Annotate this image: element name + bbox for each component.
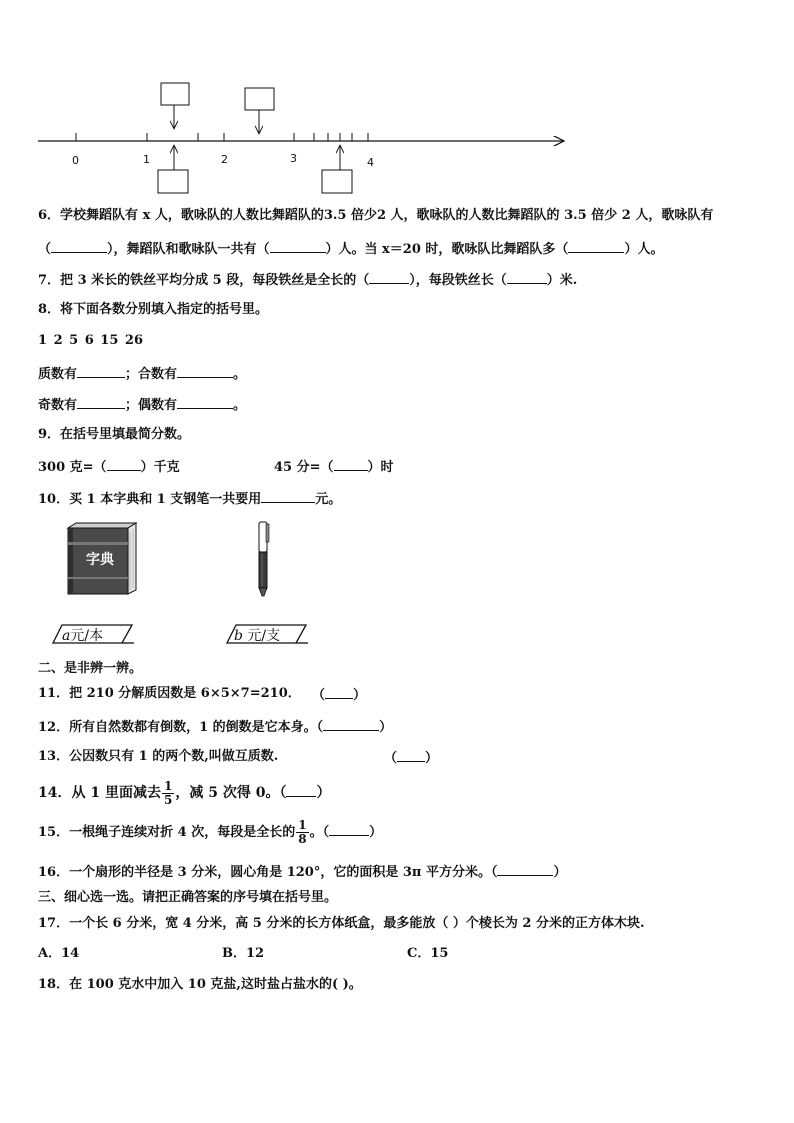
q15-text-2: 。（: [309, 825, 330, 840]
q14-text-2: ，减 5 次得 0。（: [175, 785, 287, 801]
q6-text-2: ），舞蹈队和歌咏队一共有（: [107, 242, 270, 257]
paren-open: （: [38, 242, 52, 257]
q15-line: [38, 818, 382, 848]
section-2-heading: 二、是非辨一辨。: [38, 661, 143, 676]
q11-paren: [312, 686, 366, 704]
q18-line: 18．在 100 克水中加入 10 克盐,这时盐占盐水的( )。: [38, 977, 362, 992]
fraction-numerator: 1: [298, 818, 307, 832]
q10-line: [38, 490, 341, 508]
even-label: ；偶数有: [125, 398, 178, 413]
q13-paren: [384, 749, 438, 767]
fraction-denominator: 8: [298, 832, 307, 846]
q6-answer-blank-2[interactable]: [270, 240, 326, 253]
q9-b-answer-blank[interactable]: [334, 458, 368, 471]
fraction-numerator: 1: [163, 778, 173, 793]
q9-part-b: [274, 458, 394, 476]
q12-line: [38, 718, 392, 736]
q9-a-text-1: 300 克=（: [38, 460, 107, 475]
answer-box-bottom-2[interactable]: [322, 170, 352, 193]
q16-line: [38, 863, 566, 881]
q6-answer-blank-3[interactable]: [568, 240, 624, 253]
q9-b-text-1: 45 分=（: [274, 460, 334, 475]
q6-text-3: ）人。当 x＝20 时，歌咏队比舞蹈队多（: [325, 242, 569, 257]
dictionary-icon: [60, 522, 140, 596]
q9-a-text-2: ）千克: [140, 460, 180, 475]
fraction-denominator: 5: [163, 792, 173, 807]
q9-a-answer-blank[interactable]: [107, 458, 141, 471]
paren-close: ）: [553, 865, 567, 880]
q15-answer-blank[interactable]: [329, 823, 369, 836]
fraction-one-fifth: [162, 780, 174, 807]
answer-box-bottom-1[interactable]: [158, 170, 188, 193]
fraction-one-eighth: [296, 819, 308, 846]
q9-b-text-2: ）时: [367, 460, 394, 475]
q9-part-a: [38, 458, 180, 476]
q14-line: [38, 778, 330, 808]
q14-answer-blank[interactable]: [286, 784, 316, 797]
q11-answer-blank[interactable]: [325, 686, 353, 699]
period: 。: [233, 367, 247, 382]
q17-option-b[interactable]: B．12: [222, 946, 265, 961]
q13-line: 13．公因数只有 1 的两个数,叫做互质数.: [38, 749, 279, 764]
answer-box-top-1[interactable]: [161, 83, 189, 105]
q6-line-2: [38, 240, 663, 258]
q7-text-1: 7．把 3 米长的铁丝平均分成 5 段，每段铁丝是全长的（: [38, 273, 370, 288]
q7-answer-blank-1[interactable]: [369, 271, 409, 284]
q8-title: 8．将下面各数分别填入指定的括号里。: [38, 302, 269, 317]
q10-text-2: 元。: [315, 492, 342, 507]
number-line-diagram: [0, 0, 794, 200]
paren-close: ）: [316, 785, 331, 801]
prime-label: 质数有: [38, 367, 78, 382]
odd-label: 奇数有: [38, 398, 78, 413]
q8-prime-line: [38, 365, 246, 383]
q11-line: 11．把 210 分解质因数是 6×5×7=210．: [38, 686, 301, 701]
q7-text-3: ）米.: [546, 273, 578, 288]
tick-label-3: 3: [290, 152, 297, 165]
paren-close: ）: [369, 825, 383, 840]
q6-text-4: ）人。: [624, 242, 664, 257]
q16-answer-blank[interactable]: [497, 863, 553, 876]
q17-option-c[interactable]: C．15: [407, 946, 449, 961]
q7-line: [38, 271, 577, 289]
even-answer-blank[interactable]: [177, 396, 233, 409]
book-title: 字典: [86, 552, 114, 568]
q12-text: 12．所有自然数都有倒数，1 的倒数是它本身。（: [38, 720, 324, 735]
q9-title: 9．在括号里填最简分数。: [38, 427, 191, 442]
paren-close: ）: [425, 751, 439, 766]
section-3-heading: 三、细心选一选。请把正确答案的序号填在括号里。: [38, 890, 338, 905]
q7-answer-blank-2[interactable]: [507, 271, 547, 284]
pen-icon: [252, 520, 276, 600]
q17-line: 17．一个长 6 分米，宽 4 分米，高 5 分米的长方体纸盒，最多能放（ ）个棱长为 2 分米的正方体木块.: [38, 916, 645, 931]
number-line-ticks: [76, 133, 368, 141]
q17-option-a[interactable]: A．14: [38, 946, 80, 961]
paren-close: ）: [379, 720, 393, 735]
price-unit-per-pen: 元/支: [242, 628, 281, 644]
period: 。: [233, 398, 247, 413]
tick-label-2: 2: [221, 153, 228, 166]
paren-close: ）: [353, 688, 367, 703]
q8-odd-line: [38, 396, 246, 414]
q7-text-2: ），每段铁丝长（: [409, 273, 507, 288]
composite-answer-blank[interactable]: [177, 365, 233, 378]
answer-box-top-2[interactable]: [245, 88, 274, 110]
odd-answer-blank[interactable]: [77, 396, 125, 409]
q8-numbers: 1 2 5 6 15 26: [38, 333, 143, 348]
tick-label-4: 4: [367, 156, 374, 169]
price-var-b: b: [234, 628, 243, 644]
q12-answer-blank[interactable]: [323, 718, 379, 731]
paren-open: （: [312, 688, 326, 703]
composite-label: ；合数有: [125, 367, 178, 382]
paren-open: （: [384, 751, 398, 766]
q15-text-1: 15．一根绳子连续对折 4 次，每段是全长的: [38, 825, 296, 840]
price-unit-per-book: 元/本: [70, 628, 104, 644]
tick-label-0: 0: [72, 154, 79, 167]
q16-text: 16．一个扇形的半径是 3 分米，圆心角是 120°，它的面积是 3π 平方分米。（: [38, 865, 498, 880]
price-tag-dictionary: [52, 623, 138, 645]
q10-text-1: 10．买 1 本字典和 1 支钢笔一共要用: [38, 492, 262, 507]
q14-text-1: 14．从 1 里面减去: [38, 785, 161, 801]
tick-label-1: 1: [143, 153, 150, 166]
q6-line-1: 6．学校舞蹈队有 x 人，歌咏队的人数比舞蹈队的3.5 倍少2 人，歌咏队的人数比舞蹈队的 3.5 倍少 2 人，歌咏队有: [38, 208, 714, 223]
q6-answer-blank-1[interactable]: [51, 240, 107, 253]
q10-answer-blank[interactable]: [261, 490, 315, 503]
prime-answer-blank[interactable]: [77, 365, 125, 378]
price-tag-pen: [226, 623, 312, 645]
q13-answer-blank[interactable]: [397, 749, 425, 762]
price-var-a: a: [62, 628, 71, 644]
